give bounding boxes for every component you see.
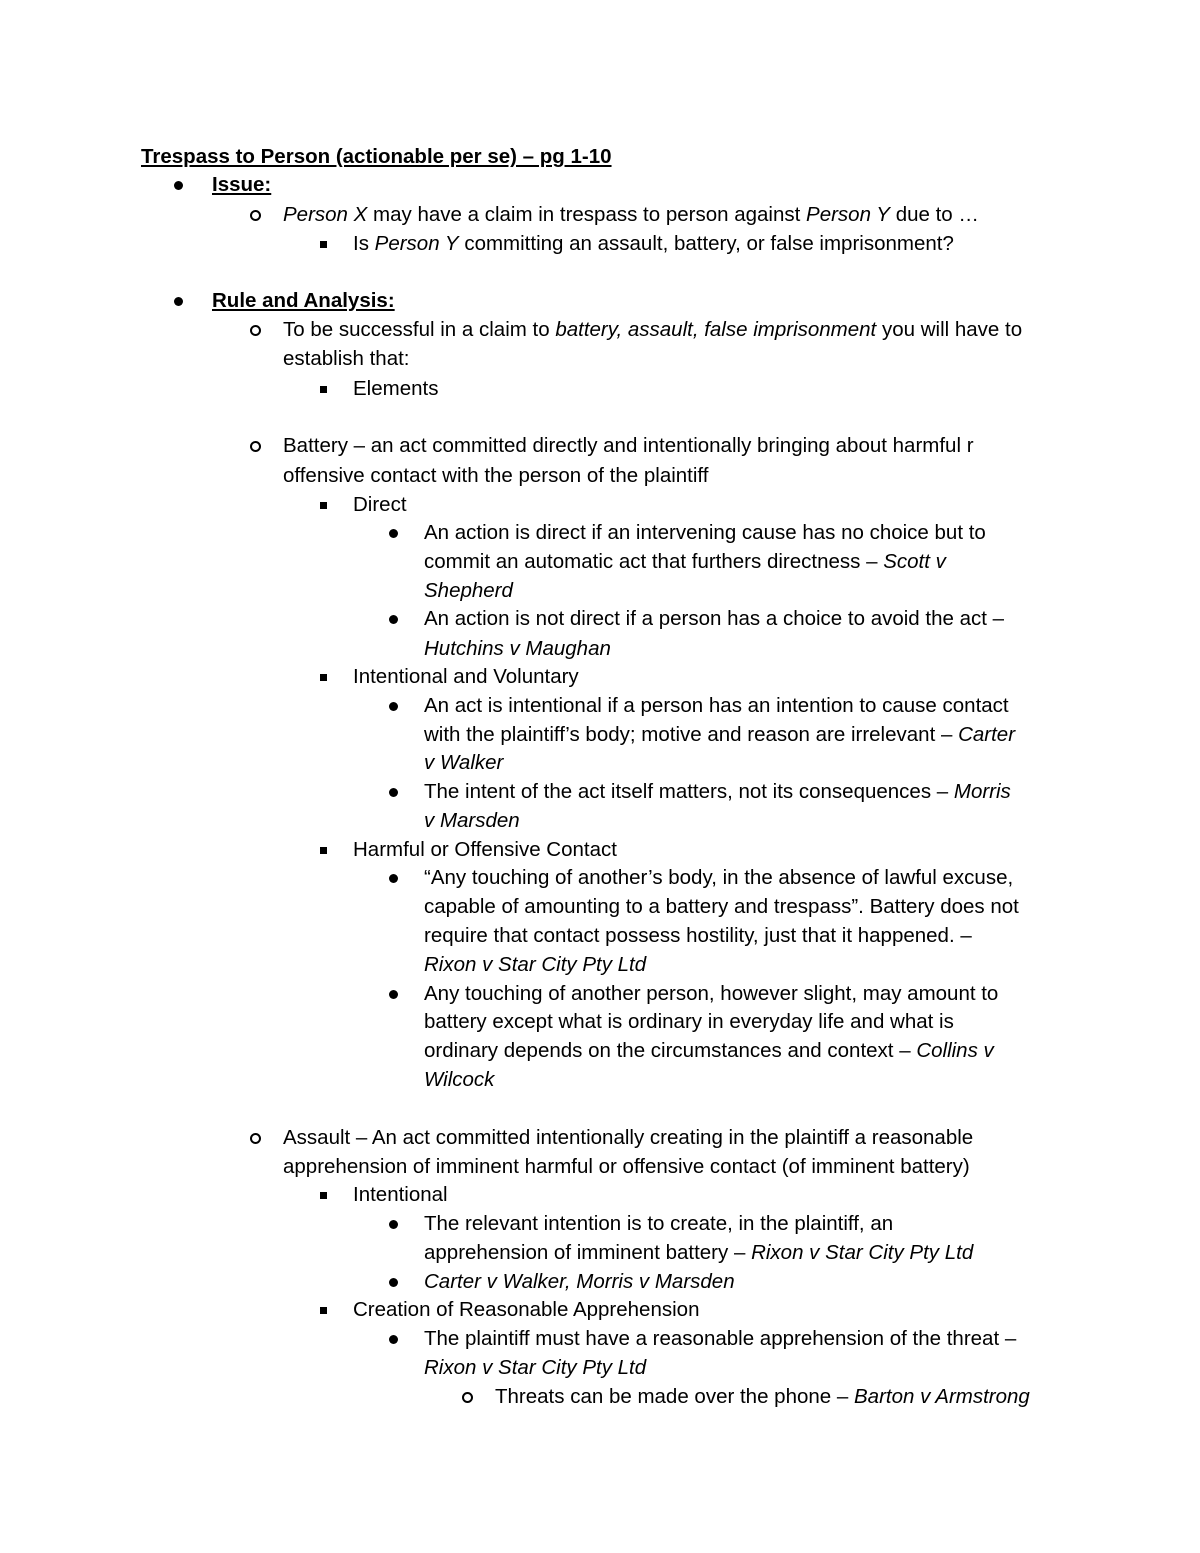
assault-intentional: Intentional [353,1183,448,1206]
bullet-dot-icon [174,170,183,199]
intentional-point-2: The intent of the act itself matters, not its consequences – Morris [424,780,1011,803]
bullet-square-icon [320,662,327,691]
harmful-point-1-case: Rixon v Star City Pty Ltd [424,953,647,976]
bullet-ring-icon [462,1382,473,1411]
battery-harmful: Harmful or Offensive Contact [353,838,617,861]
bullet-square-icon [320,490,327,519]
assault-creation: Creation of Reasonable Apprehension [353,1298,700,1321]
assault-point-2: Carter v Walker, Morris v Marsden [424,1270,735,1293]
bullet-dot-icon [389,1324,398,1353]
direct-point-2-case: Hutchins v Maughan [424,637,611,660]
intentional-point-1-line2: with the plaintiff’s body; motive and reason are irrelevant – Carter [424,723,1016,746]
issue-question: Is Person Y committing an assault, battery, or false imprisonment? [353,232,954,255]
rule-elements: Elements [353,377,439,400]
bullet-square-icon [320,1180,327,1209]
page-title: Trespass to Person (actionable per se) – pg 1-10 [141,145,612,168]
harmful-point-1-line2: capable of amounting to a battery and trespass”. Battery does not [424,895,1019,918]
bullet-dot-icon [174,286,183,315]
assault-definition: Assault – An act committed intentionally creating in the plaintiff a reasonable [283,1126,974,1149]
direct-point-1-case: Shepherd [424,579,513,602]
bullet-dot-icon [389,518,398,547]
harmful-point-2-line2: battery except what is ordinary in everyday life and what is [424,1010,954,1033]
harmful-point-2-line3: ordinary depends on the circumstances and context – Collins v [424,1039,994,1062]
bullet-ring-icon [250,431,261,460]
battery-direct: Direct [353,493,407,516]
harmful-point-1-line3: require that contact possess hostility, just that it happened. – [424,924,972,947]
rule-intro-line2: establish that: [283,347,410,370]
assault-point-1: The relevant intention is to create, in the plaintiff, an [424,1212,894,1235]
direct-point-2: An action is not direct if a person has a choice to avoid the act – [424,607,1005,630]
rule-heading: Rule and Analysis: [212,289,395,312]
intentional-point-1: An act is intentional if a person has an intention to cause contact [424,694,1009,717]
creation-point-1-case: Rixon v Star City Pty Ltd [424,1356,647,1379]
bullet-square-icon [320,374,327,403]
assault-definition-line2: apprehension of imminent harmful or offensive contact (of imminent battery) [283,1155,970,1178]
bullet-dot-icon [389,863,398,892]
bullet-dot-icon [389,691,398,720]
bullet-dot-icon [389,604,398,633]
harmful-point-2: Any touching of another person, however slight, may amount to [424,982,999,1005]
intentional-point-2-case: v Marsden [424,809,520,832]
bullet-dot-icon [389,979,398,1008]
direct-point-1: An action is direct if an intervening cause has no choice but to [424,521,986,544]
harmful-point-1: “Any touching of another’s body, in the absence of lawful excuse, [424,866,1014,889]
bullet-ring-icon [250,1123,261,1152]
bullet-ring-icon [250,315,261,344]
direct-point-1-line2: commit an automatic act that furthers directness – Scott v [424,550,946,573]
harmful-point-2-case: Wilcock [424,1068,495,1091]
bullet-square-icon [320,1295,327,1324]
bullet-square-icon [320,835,327,864]
bullet-dot-icon [389,1267,398,1296]
intentional-point-1-case: v Walker [424,751,504,774]
bullet-ring-icon [250,200,261,229]
rule-intro: To be successful in a claim to battery, assault, false imprisonment you will have to [283,318,1023,341]
issue-claim: Person X may have a claim in trespass to person against Person Y due to … [283,203,979,226]
battery-definition-line2: offensive contact with the person of the plaintiff [283,464,709,487]
issue-heading: Issue: [212,173,272,196]
battery-intentional: Intentional and Voluntary [353,665,579,688]
bullet-dot-icon [389,777,398,806]
creation-point-1: The plaintiff must have a reasonable apprehension of the threat – [424,1327,1017,1350]
battery-definition: Battery – an act committed directly and intentionally bringing about harmful r [283,434,974,457]
creation-subpoint-1: Threats can be made over the phone – Barton v Armstrong [495,1385,1030,1408]
assault-point-1-line2: apprehension of imminent battery – Rixon v Star City Pty Ltd [424,1241,974,1264]
bullet-dot-icon [389,1209,398,1238]
bullet-square-icon [320,229,327,258]
